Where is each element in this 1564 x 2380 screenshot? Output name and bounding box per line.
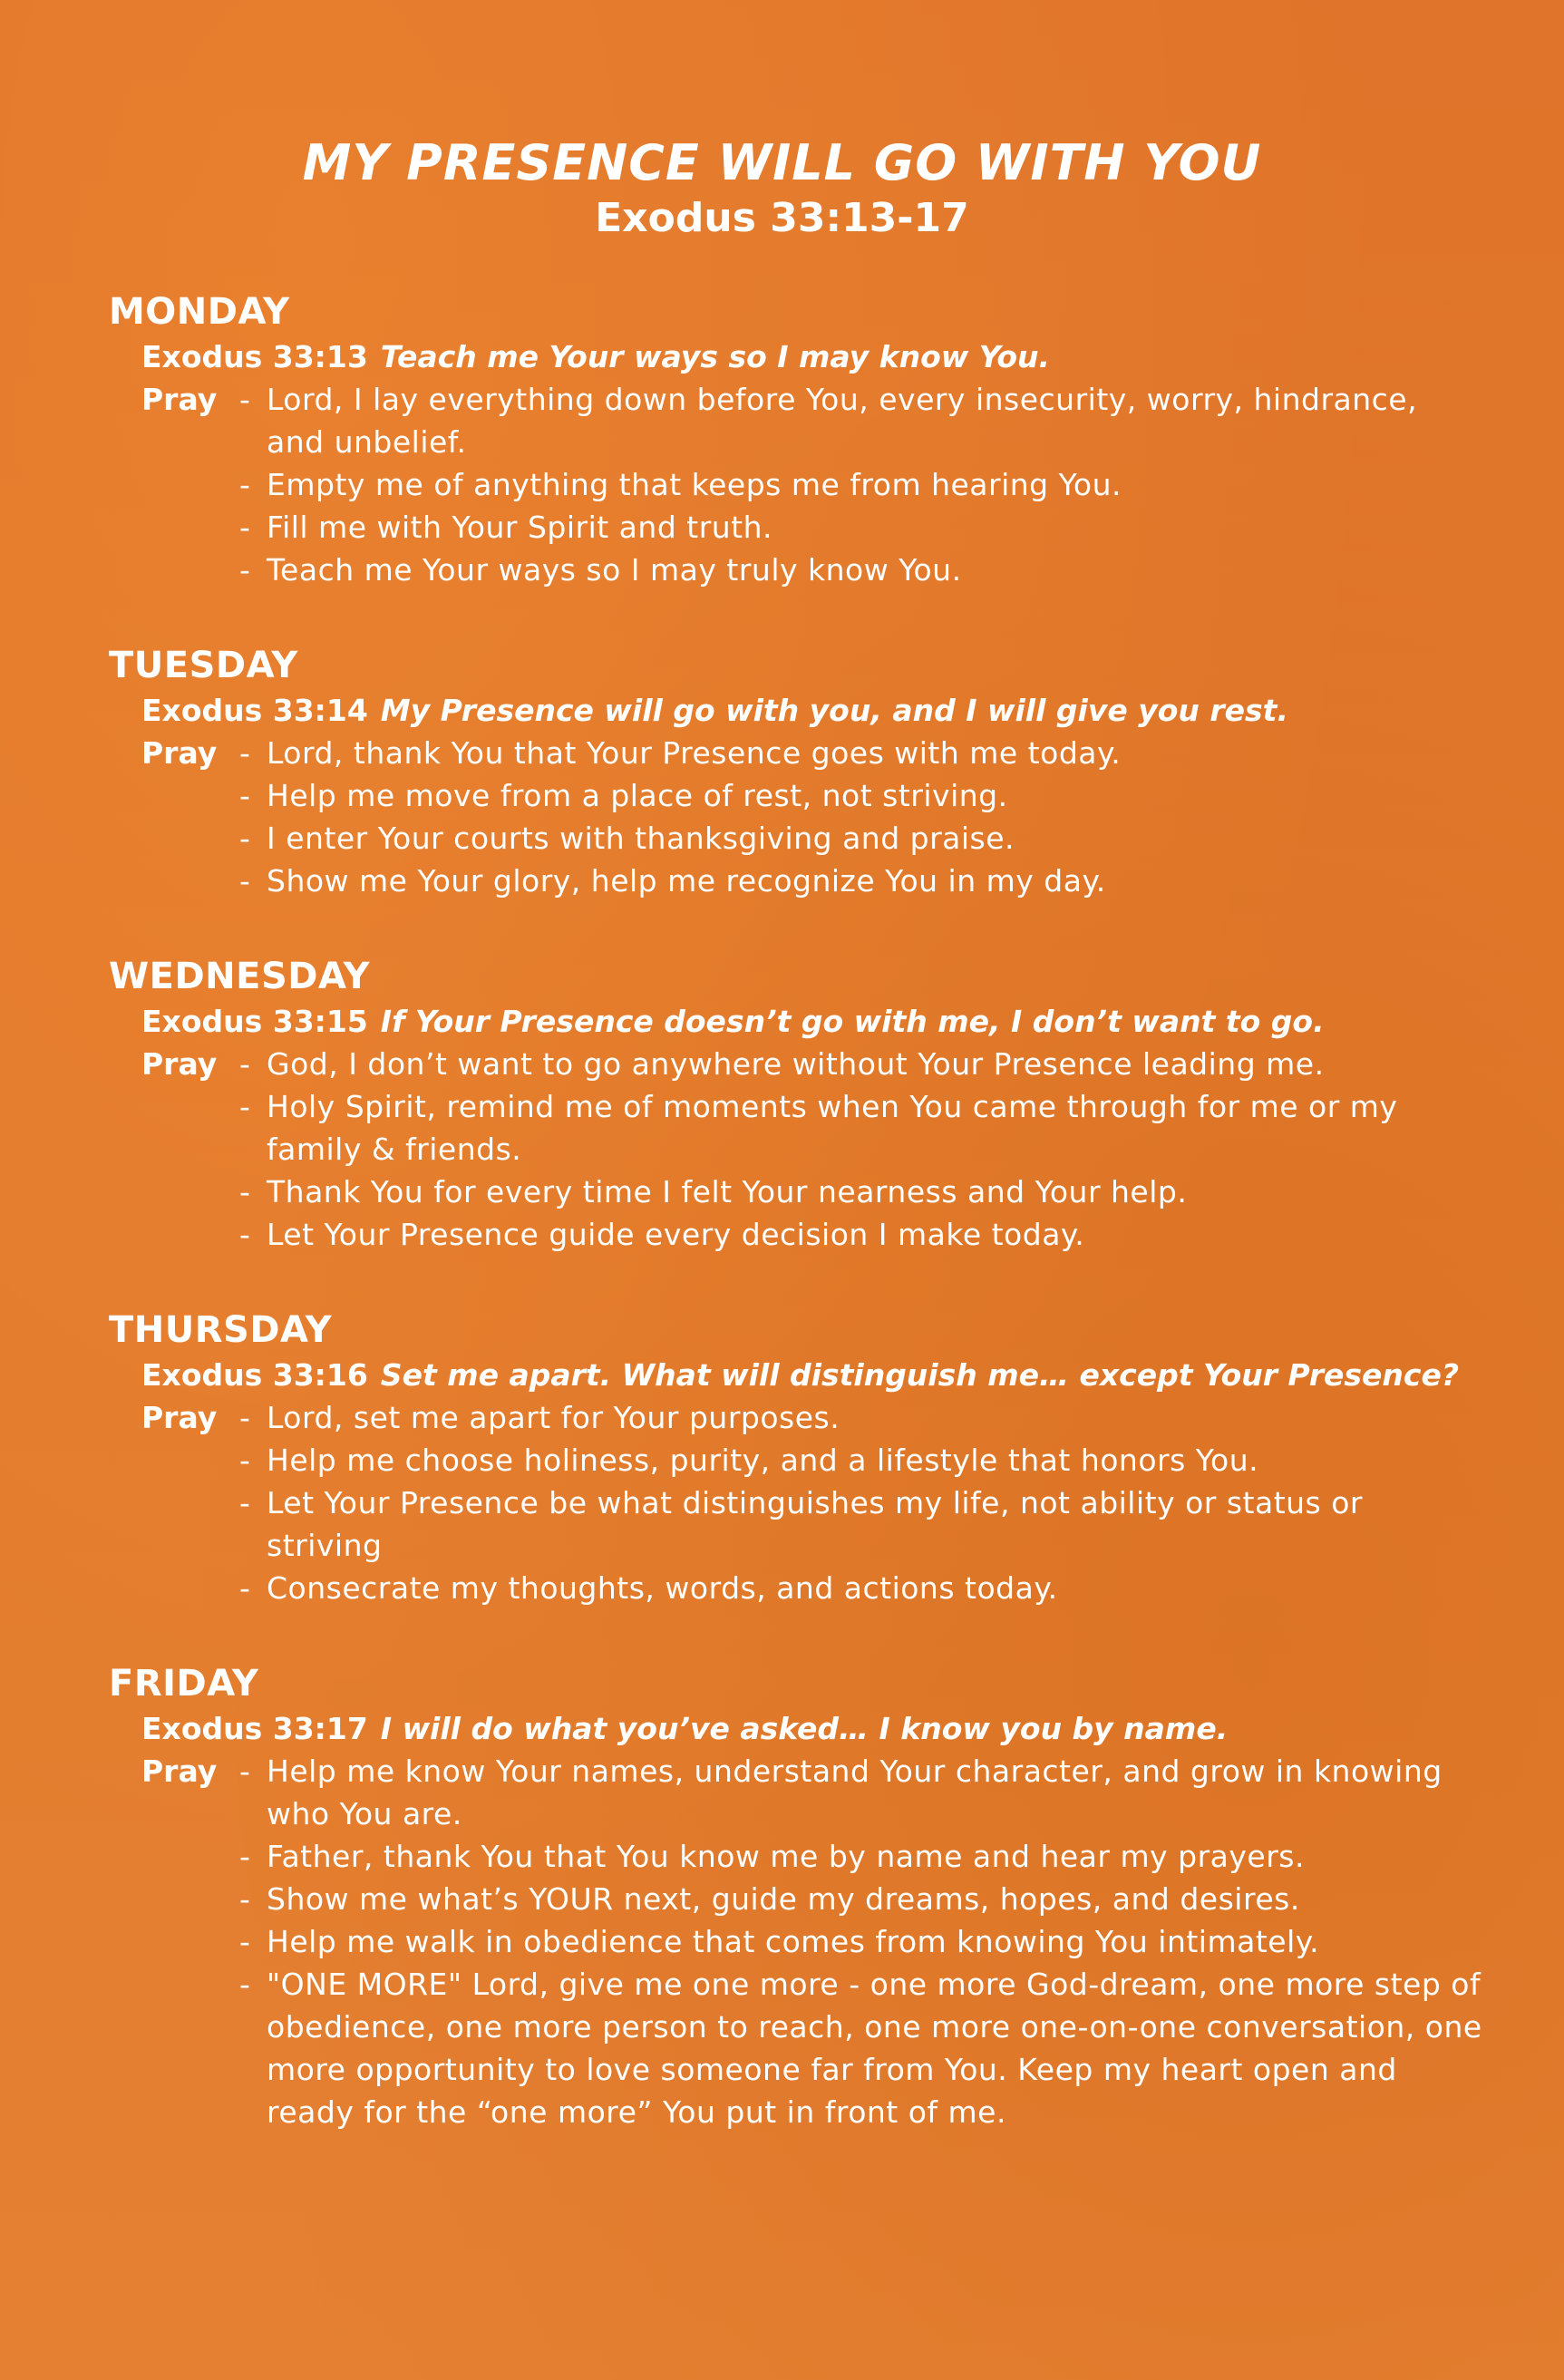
days-list: [0, 288, 1564, 2133]
prayer-item: [239, 1750, 1482, 1835]
prayer-items: [239, 378, 1482, 591]
prayer-item-text: Lord, I lay everything down before You, every insecurity, worry, hindrance, and unbelief.: [267, 382, 1418, 461]
prayer-item-text: Help me choose holiness, purity, and a lifestyle that honors You.: [267, 1443, 1259, 1479]
bullet-dash: -: [239, 778, 251, 814]
bullet-dash: -: [239, 1967, 251, 2003]
bullet-dash: -: [239, 1881, 251, 1918]
day-section-friday: [109, 1660, 1482, 2133]
prayer-item-text: I enter Your courts with thanksgiving and praise.: [267, 821, 1015, 857]
bullet-dash: -: [239, 1400, 251, 1436]
scripture-reference: Exodus 33:14: [141, 693, 368, 729]
pray-label: Pray: [141, 382, 218, 418]
bullet-dash: -: [239, 1924, 251, 1960]
bullet-dash: -: [239, 510, 251, 546]
prayer-item: [239, 1878, 1482, 1920]
pray-label: Pray: [141, 1046, 218, 1083]
bullet-dash: -: [239, 1443, 251, 1479]
prayer-item: [239, 860, 1482, 902]
prayer-item-text: Show me what’s YOUR next, guide my dreams, hopes, and desires.: [267, 1881, 1300, 1918]
prayer-item: [239, 1396, 1482, 1439]
scripture-text: If Your Presence doesn’t go with me, I don’t want to go.: [380, 1004, 1325, 1040]
prayer-item-text: Teach me Your ways so I may truly know You.: [267, 552, 962, 588]
prayer-item-text: Let Your Presence guide every decision I make today.: [267, 1217, 1085, 1253]
prayer-item: [239, 1085, 1482, 1171]
day-heading: MONDAY: [109, 291, 290, 334]
bullet-dash: -: [239, 1174, 251, 1210]
day-heading: THURSDAY: [109, 1309, 333, 1352]
header: [0, 0, 1564, 241]
prayer-item: [239, 774, 1482, 817]
day-heading: WEDNESDAY: [109, 956, 371, 998]
bullet-dash: -: [239, 1839, 251, 1875]
bullet-dash: -: [239, 467, 251, 503]
bullet-dash: -: [239, 821, 251, 857]
scripture-text: I will do what you’ve asked… I know you by name.: [380, 1711, 1229, 1747]
prayer-item: [239, 378, 1482, 463]
page-subtitle: Exodus 33:13-17: [595, 195, 969, 242]
prayer-item: [239, 506, 1482, 549]
prayer-item: [239, 1481, 1482, 1567]
prayer-items: [239, 1043, 1482, 1256]
prayer-block: [109, 1396, 1482, 1609]
prayer-item-text: Consecrate my thoughts, words, and actions today.: [267, 1570, 1058, 1607]
day-section-tuesday: [109, 642, 1482, 902]
prayer-item: [239, 1439, 1482, 1481]
scripture-reference: Exodus 33:17: [141, 1711, 368, 1747]
scripture-line: [109, 689, 1482, 732]
prayer-item-text: Holy Spirit, remind me of moments when You came through for me or my family & friends.: [267, 1089, 1398, 1168]
pray-label: Pray: [141, 735, 218, 772]
page-title: MY PRESENCE WILL GO WITH YOU: [302, 134, 1262, 191]
prayer-item-text: Help me know Your names, understand Your character, and grow in knowing who You are.: [267, 1753, 1443, 1832]
day-section-wednesday: [109, 953, 1482, 1256]
prayer-items: [239, 732, 1482, 902]
bullet-dash: -: [239, 1753, 251, 1790]
prayer-item: [239, 817, 1482, 860]
prayer-items: [239, 1750, 1482, 2133]
day-heading: FRIDAY: [109, 1663, 259, 1705]
prayer-item-text: Empty me of anything that keeps me from hearing You.: [267, 467, 1122, 503]
bullet-dash: -: [239, 735, 251, 772]
bullet-dash: -: [239, 1089, 251, 1125]
prayer-item-text: Show me Your glory, help me recognize You in my day.: [267, 863, 1106, 899]
prayer-item-text: Thank You for every time I felt Your nearness and Your help.: [267, 1174, 1188, 1210]
scripture-line: [109, 1707, 1482, 1750]
scripture-reference: Exodus 33:15: [141, 1004, 368, 1040]
prayer-items: [239, 1396, 1482, 1609]
prayer-item: [239, 1213, 1482, 1256]
pray-label: Pray: [141, 1753, 218, 1790]
scripture-text: Set me apart. What will distinguish me… except Your Presence?: [380, 1357, 1459, 1394]
prayer-block: [109, 1750, 1482, 2133]
scripture-line: [109, 1354, 1482, 1396]
scripture-text: Teach me Your ways so I may know You.: [380, 339, 1051, 375]
prayer-item-text: Father, thank You that You know me by name and hear my prayers.: [267, 1839, 1305, 1875]
prayer-item-text: "ONE MORE" Lord, give me one more - one more God-dream, one more step of obedience, one more person to reach, one more one-on-one conversation, one more opportunity to love someone far from You. Keep my heart open and ready for the “one more” You put in front of me.: [267, 1967, 1482, 2131]
prayer-item: [239, 1963, 1482, 2133]
day-section-thursday: [109, 1307, 1482, 1609]
day-section-monday: [109, 288, 1482, 591]
prayer-block: [109, 732, 1482, 902]
prayer-item-text: Fill me with Your Spirit and truth.: [267, 510, 773, 546]
prayer-item: [239, 463, 1482, 506]
bullet-dash: -: [239, 552, 251, 588]
bullet-dash: -: [239, 1046, 251, 1083]
bullet-dash: -: [239, 1485, 251, 1521]
prayer-item: [239, 732, 1482, 774]
prayer-item: [239, 1835, 1482, 1878]
bullet-dash: -: [239, 382, 251, 418]
prayer-block: [109, 1043, 1482, 1256]
prayer-item: [239, 1567, 1482, 1609]
day-heading: TUESDAY: [109, 645, 298, 687]
scripture-reference: Exodus 33:13: [141, 339, 368, 375]
scripture-line: [109, 1000, 1482, 1043]
prayer-block: [109, 378, 1482, 591]
prayer-item: [239, 1920, 1482, 1963]
prayer-item-text: Help me move from a place of rest, not striving.: [267, 778, 1008, 814]
scripture-text: My Presence will go with you, and I will give you rest.: [380, 693, 1288, 729]
prayer-item-text: Help me walk in obedience that comes from knowing You intimately.: [267, 1924, 1320, 1960]
prayer-item-text: Let Your Presence be what distinguishes my life, not ability or status or striving: [267, 1485, 1363, 1564]
scripture-line: [109, 335, 1482, 378]
prayer-item-text: God, I don’t want to go anywhere without Your Presence leading me.: [267, 1046, 1325, 1083]
bullet-dash: -: [239, 1217, 251, 1253]
prayer-item: [239, 1043, 1482, 1085]
prayer-item-text: Lord, set me apart for Your purposes.: [267, 1400, 840, 1436]
prayer-item: [239, 549, 1482, 591]
bullet-dash: -: [239, 1570, 251, 1607]
prayer-item-text: Lord, thank You that Your Presence goes with me today.: [267, 735, 1122, 772]
pray-label: Pray: [141, 1400, 218, 1436]
bullet-dash: -: [239, 863, 251, 899]
prayer-item: [239, 1171, 1482, 1213]
scripture-reference: Exodus 33:16: [141, 1357, 368, 1394]
